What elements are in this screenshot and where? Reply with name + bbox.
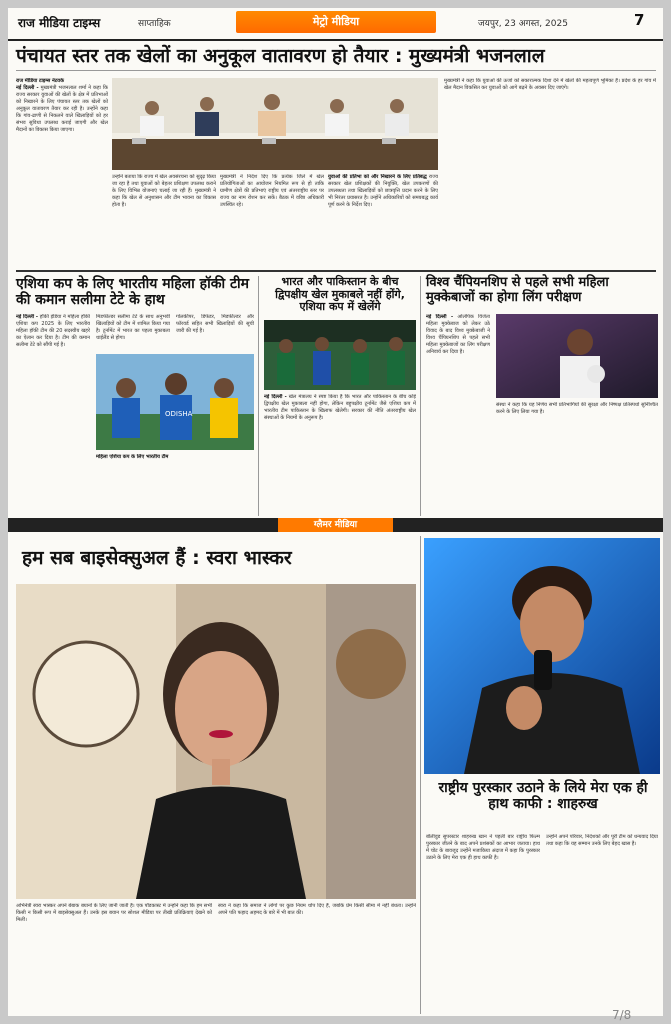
divider-2 [420,276,421,516]
shahrukh-headline: राष्ट्रीय पुरस्कार उठाने के लिये मेरा एक ही हाथ काफी : शाहरुख [438,780,648,813]
shahrukh-body: बॉलीवुड सुपरस्टार शाहरुख खान ने पहली बार राष्ट्रीय फिल्म पुरस्कार जीतने के बाद अपने प्रशंसकों का आभार जताया। हाथ में चोट के बावजूद उन्होंने मजाकिया अंदाज में कहा कि पुरस्कार उठाने के लिए मेरा एक ही हाथ काफी है। [426,834,540,861]
shahrukh-body-2: उन्होंने अपने परिवार, निर्देशकों और पूरी टीम को धन्यवाद दिया तथा कहा कि यह सम्मान उनके लिए बेहद खास है। [546,834,658,847]
divider-1 [258,276,259,516]
boxing-column-2 [496,402,658,514]
hockey-subhead: महिला एशिया कप के लिए भारतीय टीम [96,454,169,460]
cricket-column [264,394,416,514]
hockey-photo [96,354,254,450]
section-title: मेट्रो मीडिया [236,11,436,33]
hockey-column-4 [96,454,254,514]
glamour-band [8,518,663,532]
page-counter: 7/8 [612,1008,632,1022]
swara-body-2: स्वरा ने कहा कि समाज ने लोगों पर कुछ नियम थोप दिए हैं, जबकि प्रेम किसी सीमा में नहीं बंधता। उन्होंने अपने पति फहाद अहमद के बारे में भी बात की। [218,903,416,916]
lead-column-5 [444,78,656,266]
section-rule [16,270,656,272]
lead-col4-text: राज्य सरकार खेल प्रशिक्षकों की नियुक्ति, खेल उपकरणों की उपलब्धता तथा खिलाड़ियों को छात्रवृत्ति प्रदान करने के लिए भी निरंतर प्रयासरत है। उन्होंने अधिकारियों को समयबद्ध कार्य पूर्ण करने के निर्देश दिए। [328,174,438,208]
boxer-photo [496,314,658,398]
swara-headline: हम सब बाइसेक्सुअल हैं : स्वरा भास्कर [22,547,292,569]
swara-column-1 [16,903,212,1011]
lead-dateline: नई दिल्ली - [16,85,39,91]
glamour-band-title: ग्लैमर मीडिया [278,518,393,532]
shahrukh-photo [424,538,660,774]
cricket-headline: भारत और पाकिस्तान के बीच द्विपक्षीय खेल मुकाबले नहीं होंगे, एशिया कप में खेलेंगे [275,275,405,314]
cricket-photo [264,320,416,390]
hockey-body-2: मिडफील्डर सलीमा टेटे के साथ अनुभवी खिलाड़ियों को टीम में शामिल किया गया है। टूर्नामेंट में भारत का पहला मुकाबला थाईलैंड से होगा। [96,314,170,341]
lead-byline: राज मीडिया टाइम्स नेटवर्क [16,78,64,84]
boxing-body-2: संस्था ने कहा कि यह निर्णय सभी प्रतिभागियों की सुरक्षा और निष्पक्ष प्रतिस्पर्धा सुनिश्चित करने के लिए लिया गया है। [496,402,658,415]
lead-column-3 [220,174,324,266]
svg-text:ODISHA: ODISHA [165,410,193,418]
masthead-rule [8,39,663,41]
lead-col2-text: उन्होंने बताया कि राज्य में खेल अवसंरचना को सुदृढ़ किया जा रहा है तथा युवाओं को बेहतर प्रशिक्षण उपलब्ध कराने के लिए विभिन्न योजनाएं चलाई जा रही हैं। मुख्यमंत्री ने कहा कि खेल से अनुशासन और टीम भावना का विकास होता है। [112,174,216,208]
hockey-dateline: नई दिल्ली - [16,314,39,320]
boxing-body-1: ओलंपिक विजेता महिला मुक्केबाज को लेकर उठे विवाद के बाद विश्व मुक्केबाजी ने विश्व चैंपियनशिप से पहले सभी महिला मुक्केबाजों का लिंग परीक्षण अनिवार्य कर दिया है। [426,314,490,355]
boxing-dateline: नई दिल्ली - [426,314,454,320]
hockey-body-1: हॉकी इंडिया ने महिला हॉकी एशिया कप 2025 के लिए भारतीय महिला हॉकी टीम की 20 सदस्यीय खहरे का ऐलान कर दिया है। टीम की कमान सलीमा टेटे को सौंपी गई है। [16,314,90,348]
hockey-headline: एशिया कप के लिए भारतीय महिला हॉकी टीम की कमान सलीमा टेटे के हाथ [16,276,250,309]
swara-column-2 [218,903,416,1011]
cricket-dateline: नई दिल्ली - [264,394,287,400]
lead-column-2 [112,174,216,266]
page-number: 7 [634,11,645,29]
swara-body: अभिनेत्री स्वरा भास्कर अपने बेबाक बयानों के लिए जानी जाती हैं। एक पॉडकास्ट में उन्होंने कहा कि हम सभी किसी न किसी रूप में बाइसेक्सुअल हैं। उनके इस बयान पर सोशल मीडिया पर तीखी प्रतिक्रियाएं देखने को मिलीं। [16,903,212,923]
shahrukh-column-1 [426,834,540,1014]
lead-col3-text: मुख्यमंत्री ने निर्देश दिए कि प्रत्येक जिले में खेल प्रतियोगिताओं का आयोजन नियमित रूप से हो ताकि ग्रामीण क्षेत्रों की प्रतिभाएं राष्ट्रीय एवं अंतरराष्ट्रीय स्तर पर राज्य का नाम रोशन कर सकें। बैठक में वरिष्ठ अधिकारी उपस्थित रहे। [220,174,324,208]
boxing-headline: विश्व चैंपियनशिप से पहले सभी महिला मुक्केबाजों का होगा लिंग परीक्षण [426,275,609,305]
newspaper-page [8,8,663,1016]
hockey-body-3: गोलकीपर, डिफेंडर, मिडफील्डर और फॉरवर्ड सहित सभी खिलाड़ियों की सूची जारी की गई है। [176,314,254,334]
hockey-column-2 [96,314,170,350]
brand-name: राज मीडिया टाइम्स [18,16,101,30]
hockey-column-1 [16,314,90,514]
swara-photo [16,584,416,899]
shahrukh-column-2 [546,834,658,1014]
lead-column-4 [328,174,438,266]
lead-col1-text: मुख्यमंत्री भजनलाल शर्मा ने कहा कि राज्य सरकार युवाओं की खेलों के क्षेत्र में प्रतिभाओं को निखारने के लिए पंचायत स्तर तक खेलों को अनुकूल वातावरण तैयार कर रही है। उन्होंने कहा कि गांव-ढाणी से निकलने वाले खिलाड़ियों को हर संभव सुविधा उपलब्ध कराई जाएगी और खेल मैदानों का विकास किया जाएगा। [16,85,108,133]
hockey-column-3 [176,314,254,350]
lead-subhead: युवाओं की प्रतिभा को और निखारने के लिए प्रतिबद्ध [328,174,427,180]
meeting-photo [112,78,438,170]
lead-headline: पंचायत स्तर तक खेलों का अनुकूल वातावरण हो तैयार : मुख्यमंत्री भजनलाल [16,45,545,67]
boxing-column-1 [426,314,490,514]
lead-rule [16,70,656,71]
masthead [8,8,663,40]
lead-col5-text: मुख्यमंत्री ने कहा कि युवाओं की ऊर्जा को सकारात्मक दिशा देने में खेलों की महत्वपूर्ण भूमिका है। प्रदेश के हर गांव में खेल मैदान विकसित कर युवाओं को आगे बढ़ने के अवसर दिए जाएंगे। [444,78,656,91]
publication-period: साप्ताहिक [138,19,171,29]
publication-date: जयपुर, 23 अगस्त, 2025 [478,19,568,29]
divider-3 [420,536,421,1014]
cricket-body: खेल मंत्रालय ने स्पष्ट किया है कि भारत और पाकिस्तान के बीच कोई द्विपक्षीय खेल मुकाबला नहीं होगा, लेकिन बहुपक्षीय टूर्नामेंट जैसे एशिया कप में भारतीय टीम पाकिस्तान के खिलाफ खेलेगी। सरकार की नीति अंतरराष्ट्रीय खेल संस्थाओं के नियमों के अनुरूप है। [264,394,416,421]
lead-column-1 [16,78,108,266]
